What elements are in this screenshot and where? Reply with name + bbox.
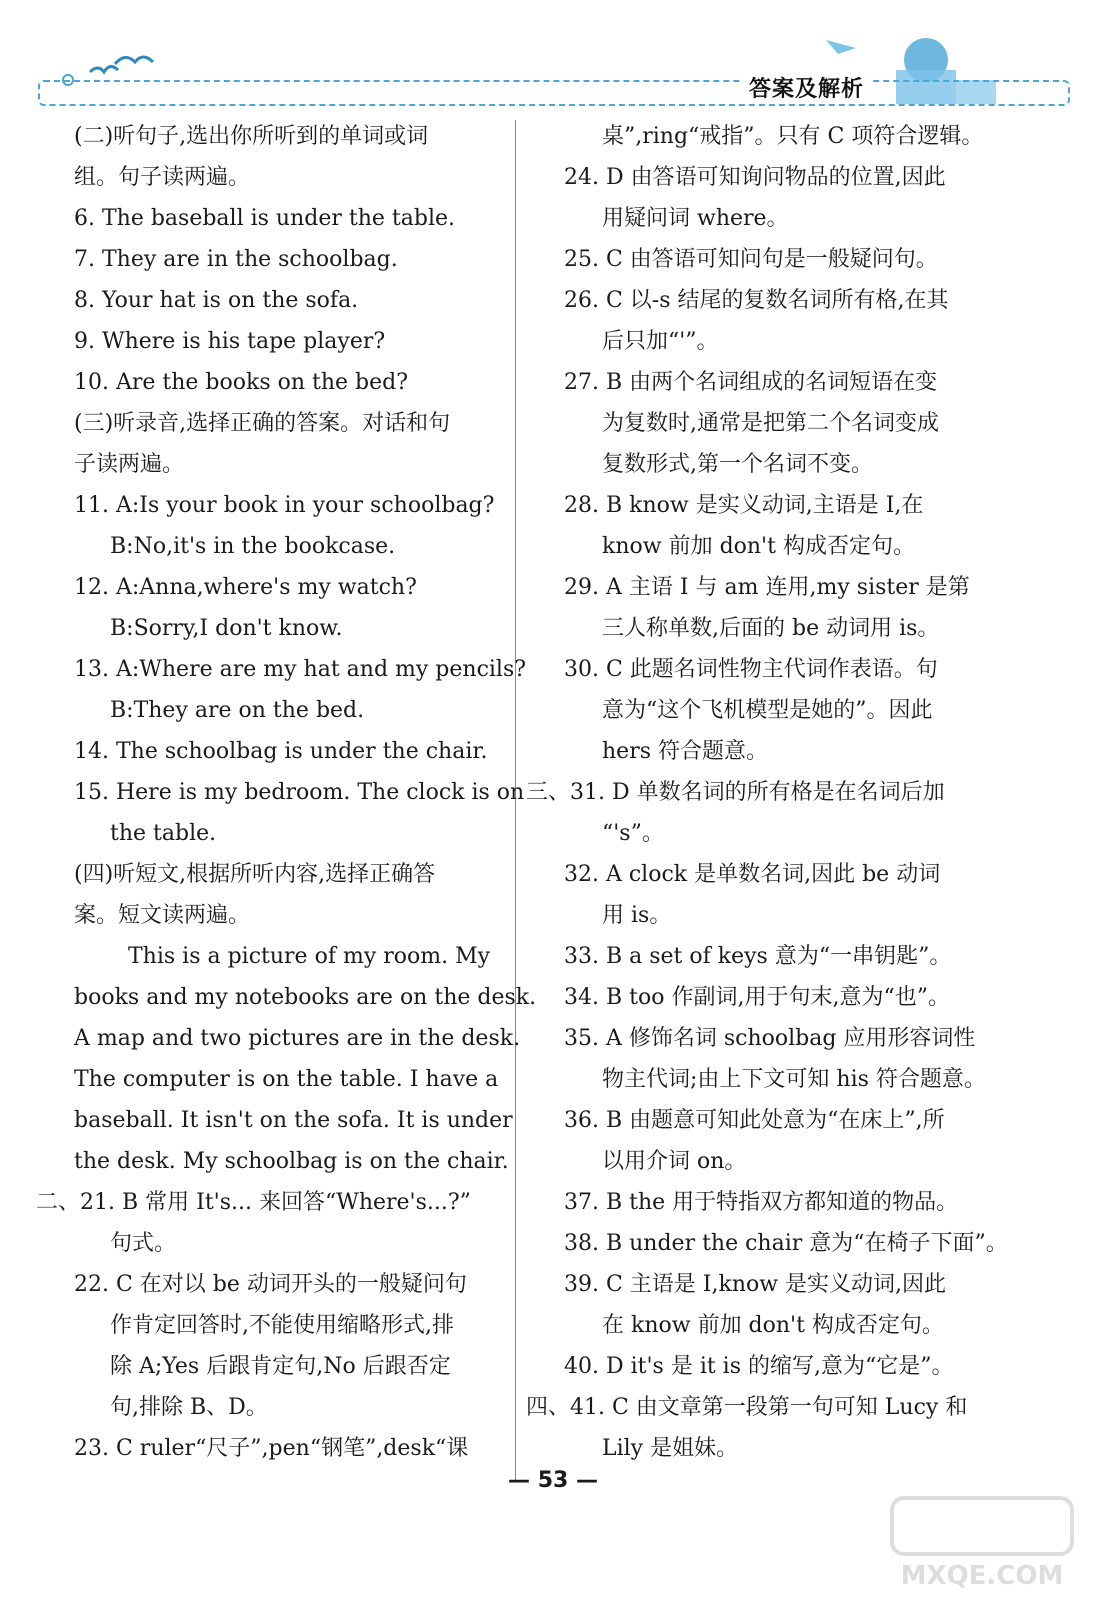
text-line: books and my notebooks are on the desk. [74,985,537,1010]
text-line: 后只加“'”。 [602,329,719,354]
text-line: 23. C ruler“尺子”,pen“钢笔”,desk“课 [74,1436,469,1461]
text-line: 物主代词;由上下文可知 his 符合题意。 [602,1067,986,1092]
text-line: know 前加 don't 构成否定句。 [602,534,915,559]
text-line: 14. The schoolbag is under the chair. [74,739,488,764]
text-line: (三)听录音,选择正确的答案。对话和句 [74,411,451,436]
text-line: 27. B 由两个名词组成的名词短语在变 [564,370,938,395]
text-line: 案。短文读两遍。 [74,903,251,928]
text-line: 39. C 主语是 I,know 是实义动词,因此 [564,1272,947,1297]
watermark-text: MXQE.COM [900,1561,1064,1591]
text-line: 24. D 由答语可知询问物品的位置,因此 [564,165,946,190]
text-line: 11. A:Is your book in your schoolbag? [74,493,495,518]
text-line: 用疑问词 where。 [602,206,789,231]
text-line: 除 A;Yes 后跟肯定句,No 后跟否定 [110,1354,451,1379]
text-line: 34. B too 作副词,用于句末,意为“也”。 [564,985,950,1010]
text-line: 桌”,ring“戒指”。只有 C 项符合逻辑。 [602,124,984,149]
watermark-logo [872,1494,1092,1594]
text-line: 6. The baseball is under the table. [74,206,455,231]
text-line: 28. B know 是实义动词,主语是 I,在 [564,493,924,518]
text-line: 意为“这个飞机模型是她的”。因此 [602,698,933,723]
text-line: 复数形式,第一个名词不变。 [602,452,873,477]
text-line: The computer is on the table. I have a [74,1067,499,1092]
text-line: (二)听句子,选出你所听到的单词或词 [74,124,429,149]
text-line: B:Sorry,I don't know. [110,616,343,641]
text-line: the table. [110,821,217,846]
text-line: 为复数时,通常是把第二个名词变成 [602,411,939,436]
text-line: 32. A clock 是单数名词,因此 be 动词 [564,862,941,887]
text-line: 30. C 此题名词性物主代词作表语。句 [564,657,938,682]
text-line: 26. C 以-s 结尾的复数名词所有格,在其 [564,288,949,313]
text-line: 9. Where is his tape player? [74,329,386,354]
text-line: 8. Your hat is on the sofa. [74,288,359,313]
text-line: 四、41. C 由文章第一段第一句可知 Lucy 和 [526,1395,968,1420]
text-line: This is a picture of my room. My [128,944,491,969]
text-line: 37. B the 用于特指双方都知道的物品。 [564,1190,959,1215]
page-header [0,0,1106,112]
text-line: 以用介词 on。 [602,1149,747,1174]
text-line: 15. Here is my bedroom. The clock is on [74,780,525,805]
text-line: 35. A 修饰名词 schoolbag 应用形容词性 [564,1026,976,1051]
text-line: Lily 是姐妹。 [602,1436,739,1461]
text-line: (四)听短文,根据所听内容,选择正确答 [74,862,436,887]
text-line: 40. D it's 是 it is 的缩写,意为“它是”。 [564,1354,954,1379]
header-dashed-bar [38,80,1070,106]
text-line: A map and two pictures are in the desk. [74,1026,521,1051]
left-column [36,116,537,1469]
text-line: 作肯定回答时,不能使用缩略形式,排 [110,1313,454,1338]
header-title: 答案及解析 [743,72,870,103]
text-line: hers 符合题意。 [602,739,768,764]
text-line: 7. They are in the schoolbag. [74,247,398,272]
text-line: 38. B under the chair 意为“在椅子下面”。 [564,1231,1008,1256]
text-line: the desk. My schoolbag is on the chair. [74,1149,509,1174]
text-line: 36. B 由题意可知此处意为“在床上”,所 [564,1108,945,1133]
text-line: 在 know 前加 don't 构成否定句。 [602,1313,944,1338]
text-line: B:They are on the bed. [110,698,365,723]
text-line: 22. C 在对以 be 动词开头的一般疑问句 [74,1272,467,1297]
text-line: baseball. It isn't on the sofa. It is under [74,1108,513,1133]
text-line: 二、21. B 常用 It's... 来回答“Where's...?” [36,1190,471,1215]
text-line: 组。句子读两遍。 [74,165,251,190]
text-line: “'s”。 [602,821,664,846]
text-line: 子读两遍。 [74,452,185,477]
text-line: 12. A:Anna,where's my watch? [74,575,417,600]
text-line: 10. Are the books on the bed? [74,370,409,395]
right-column [526,116,1008,1469]
text-line: 33. B a set of keys 意为“一串钥匙”。 [564,944,952,969]
text-line: 句式。 [110,1231,177,1256]
text-line: 三、31. D 单数名词的所有格是在名词后加 [526,780,945,805]
text-line: 13. A:Where are my hat and my pencils? [74,657,527,682]
text-line: 29. A 主语 I 与 am 连用,my sister 是第 [564,575,970,600]
text-line: 25. C 由答语可知问句是一般疑问句。 [564,247,938,272]
text-line: 句,排除 B、D。 [110,1395,268,1420]
page-number: — 53 — [508,1468,598,1493]
text-line: B:No,it's in the bookcase. [110,534,396,559]
text-line: 用 is。 [602,903,672,928]
text-line: 三人称单数,后面的 be 动词用 is。 [602,616,940,641]
